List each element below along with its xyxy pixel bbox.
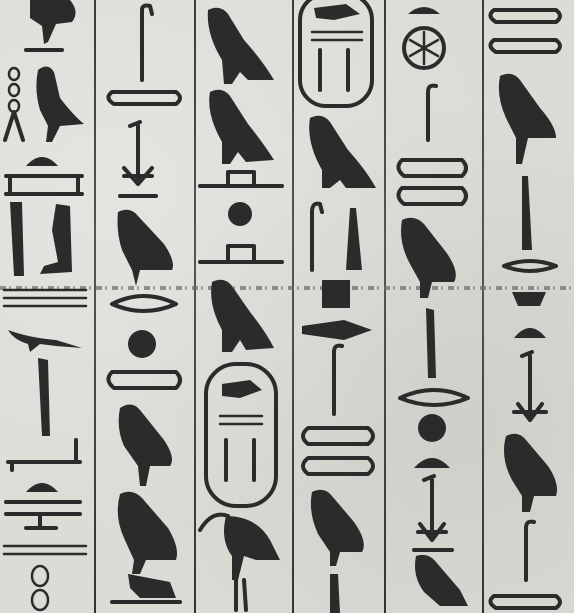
quail-icon <box>118 492 177 574</box>
plant-on-stand-icon <box>514 352 546 420</box>
folded-cloth-icon <box>490 596 560 608</box>
basket-icon <box>512 292 546 306</box>
folded-cloth-icon <box>108 372 180 388</box>
knife-icon <box>426 308 436 378</box>
folded-cloth-icon <box>398 188 466 204</box>
quail-icon <box>504 434 557 512</box>
shepherd-crook-icon <box>428 86 436 140</box>
cartouche-icon <box>300 0 372 106</box>
reed-leaf-icon <box>312 204 322 270</box>
folded-cloth-icon <box>303 428 373 444</box>
quail-icon <box>119 404 172 486</box>
lizard-icon <box>8 330 82 352</box>
quail-icon <box>311 490 364 566</box>
balance-icon <box>6 502 80 528</box>
box-icon <box>322 280 350 308</box>
folded-cloth-icon <box>108 92 180 104</box>
sun-disk-icon <box>128 330 156 358</box>
bird-icon <box>112 574 180 602</box>
bird-icon <box>415 555 468 606</box>
mouth-icon <box>504 261 556 271</box>
mouth-icon <box>400 390 468 405</box>
owl-icon <box>499 74 556 164</box>
loop-icon <box>32 566 48 610</box>
sun-disk-icon <box>228 202 252 226</box>
bird-icon <box>26 0 76 50</box>
folded-cloth-icon <box>490 10 560 22</box>
folded-cloth-icon <box>490 40 560 52</box>
knife-icon <box>38 358 50 436</box>
ibis-icon <box>200 515 280 610</box>
folded-cloth-icon <box>398 160 466 176</box>
falcon-icon <box>209 90 274 164</box>
falcon-icon <box>211 280 274 352</box>
quail-icon <box>118 210 174 286</box>
cartouche-icon <box>206 364 276 506</box>
falcon-icon <box>309 116 376 188</box>
sun-disk-icon <box>418 414 446 442</box>
shelter-icon <box>200 172 282 186</box>
seated-figure-icon <box>40 204 72 274</box>
fish-icon <box>302 320 372 340</box>
shepherd-crook-icon <box>334 346 342 414</box>
wall-pillar-icon <box>10 202 24 276</box>
folded-cloth-icon <box>303 458 373 474</box>
plant-on-stand-icon <box>120 122 156 196</box>
shelter-icon <box>6 176 82 194</box>
owl-icon <box>36 66 84 142</box>
knife-icon <box>330 574 340 613</box>
bread-loaf-icon <box>514 328 546 338</box>
mouth-icon <box>112 296 176 311</box>
shepherd-crook-icon <box>526 522 534 580</box>
reed-leaf-icon <box>346 208 362 270</box>
bread-loaf-icon <box>26 483 58 492</box>
falcon-icon <box>208 8 274 84</box>
bread-loaf-icon <box>26 157 58 166</box>
quail-icon <box>401 218 456 298</box>
water-lines-icon <box>4 290 86 306</box>
mat-icon <box>200 246 282 262</box>
rope-tether-icon <box>5 68 23 140</box>
stool-icon <box>8 440 80 470</box>
shepherd-crook-icon <box>142 6 152 81</box>
reed-leaf-icon <box>522 176 532 250</box>
bread-loaf-icon <box>414 458 450 468</box>
water-lines-icon <box>4 546 86 554</box>
plant-on-stand-icon <box>414 476 452 550</box>
star-in-circle-icon <box>404 7 444 68</box>
